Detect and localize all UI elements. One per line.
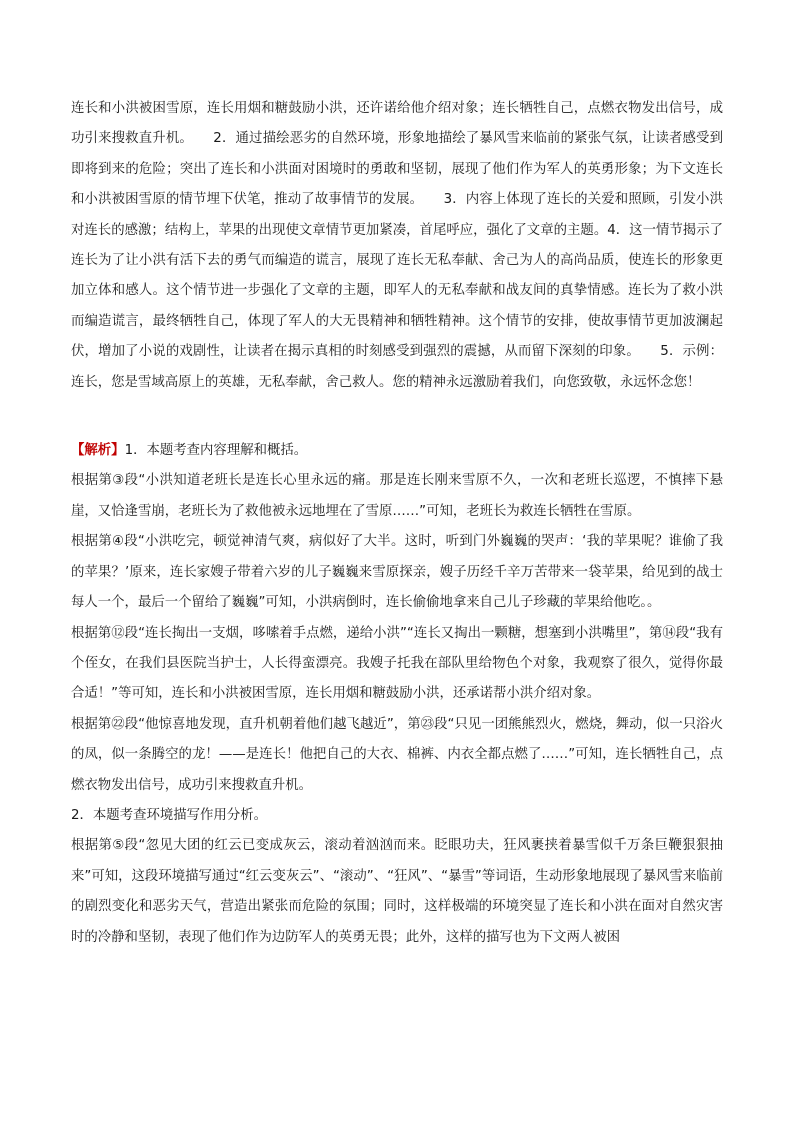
analysis-item1-para3: 根据第⑫段“连长掏出一支烟，哆嗦着手点燃，递给小洪”“连长又掏出一颗糖，想塞到小洪嘴里”，第⑭段“我有个侄女，在我们县医院当护士，人长得蛮漂亮。我嫂子托我在部队里给物色个对象，我观察了很久，觉得你最合适！”等可知，连长和小洪被困雪原，连长用烟和糖鼓励小洪，还承诺帮小洪介绍对象。 <box>71 625 723 702</box>
analysis-item1-para2: 根据第④段“小洪吃完，顿觉神清气爽，病似好了大半。这时，听到门外巍巍的哭声：‘我的苹果呢？谁偷了我的苹果？’原来，连长家嫂子带着六岁的儿子巍巍来雪原探亲，嫂子历经千辛万苦带来一袋苹果，给见到的战士每人一个，最后一个留给了巍巍”可知，小洪病倒时，连长偷偷地拿来自己儿子珍藏的苹果给他吃。。 <box>71 534 723 611</box>
answer-paragraph: 连长和小洪被困雪原，连长用烟和糖鼓励小洪，还许诺给他介绍对象；连长牺牲自己，点燃衣物发出信号，成功引来搜救直升机。 2．通过描绘恶劣的自然环境，形象地描绘了暴风雪来临前的紧张气氛，让读者感受到即将到来的危险；突出了连长和小洪面对困境时的勇敢和坚韧，展现了他们作为军人的英勇形象；为下文连长和小洪被困雪原的情节埋下伏笔，推动了故事情节的发展。 3．内容上体现了连长的关爱和照顾，引发小洪对连长的感激；结构上，苹果的出现使文章情节更加紧凑，首尾呼应，强化了文章的主题。4．这一情节揭示了连长为了让小洪有活下去的勇气而编造的谎言，展现了连长无私奉献、舍己为人的高尚品质，使连长的形象更加立体和感人。这个情节进一步强化了文章的主题，即军人的无私奉献和战友间的真挚情感。连长为了救小洪而编造谎言，最终牺牲自己，体现了军人的大无畏精神和牺牲精神。这个情节的安排，使故事情节更加波澜起伏，增加了小说的戏剧性，让读者在揭示真相的时刻感受到强烈的震撼，从而留下深刻的印象。 5．示例：连长，您是雪域高原上的英雄，无私奉献，舍己救人。您的精神永远激励着我们，向您致敬，永远怀念您！ <box>71 101 723 390</box>
item1-title-text: 1．本题考查内容理解和概括。 <box>124 443 308 459</box>
analysis-label: 【解析】 <box>71 443 125 459</box>
analysis-item2-para1: 根据第⑤段“忽见大团的红云已变成灰云，滚动着汹汹而来。眨眼功夫，狂风裹挟着暴雪似千万条巨鞭狠狠抽来”可知，这段环境描写通过“红云变灰云”、“滚动”、“狂风”、“暴雪”等词语，生动形象地展现了暴风雪来临前的剧烈变化和恶劣天气，营造出紧张而危险的氛围；同时，这样极端的环境突显了连长和小洪在面对自然灾害时的冷静和坚韧，表现了他们作为边防军人的英勇无畏；此外，这样的描写也为下文两人被困 <box>71 838 723 945</box>
analysis-item1-para4: 根据第㉒段“他惊喜地发现，直升机朝着他们越飞越近”，第㉓段“只见一团熊熊烈火，燃烧，舞动，似一只浴火的凤，似一条腾空的龙！——是连长！他把自己的大衣、棉裤、内衣全都点燃了……”可知，连长牺牲自己，点燃衣物发出信号，成功引来搜救直升机。 <box>71 716 723 793</box>
analysis-item2-title: 2．本题考查环境描写作用分析。 <box>71 807 267 823</box>
analysis-item1-para1: 根据第③段“小洪知道老班长是连长心里永远的痛。那是连长刚来雪原不久，一次和老班长巡逻，不慎摔下悬崖，又恰逢雪崩，老班长为了救他被永远地埋在了雪原……”可知，老班长为救连长牺牲在雪原。 <box>71 473 723 519</box>
analysis-section <box>71 436 723 953</box>
analysis-item1-title <box>71 436 723 466</box>
